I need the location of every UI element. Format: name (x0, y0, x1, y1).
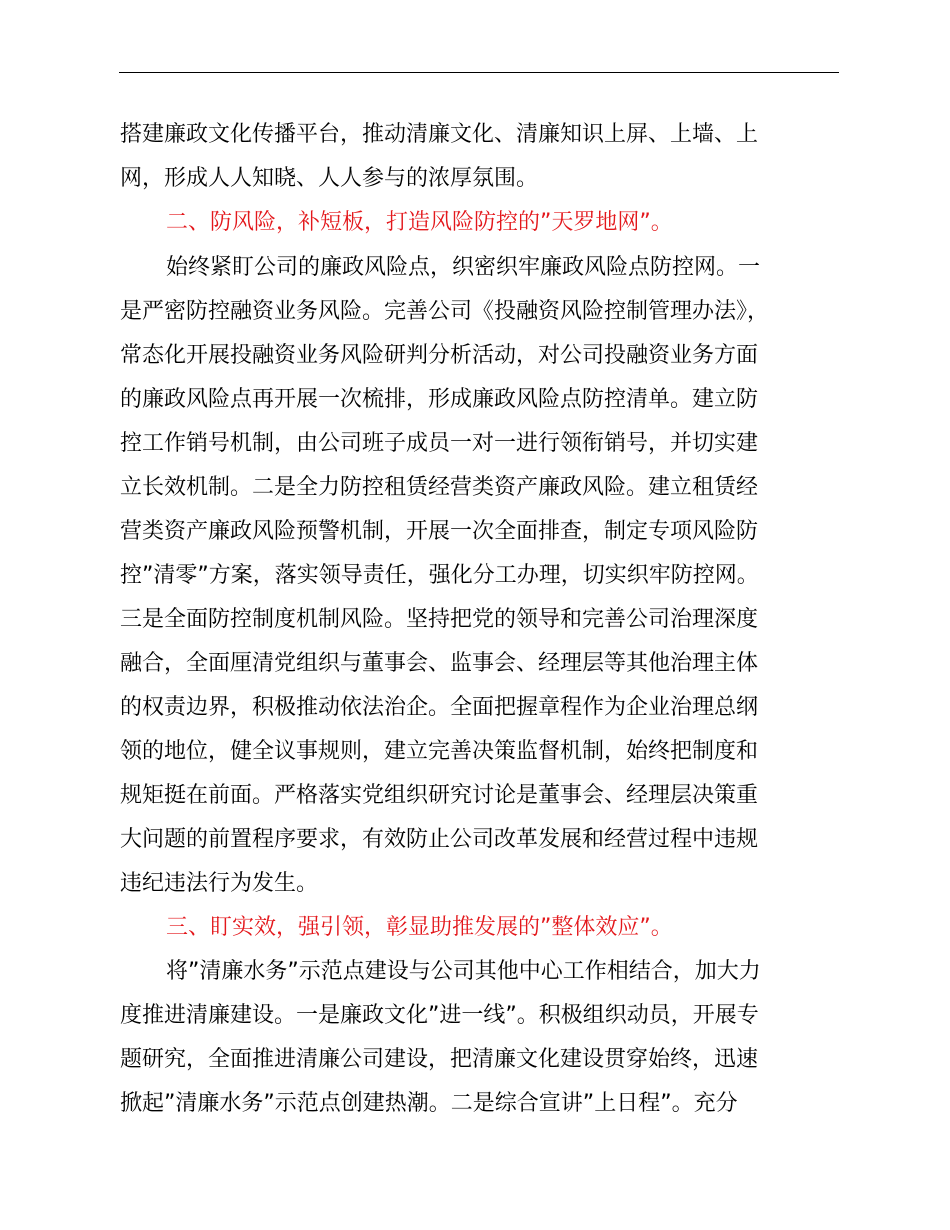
section-heading-2: 二、防风险，补短板，打造风险防控的”天罗地网”。 (166, 210, 673, 235)
body-line: 将”清廉水务”示范点建设与公司其他中心工作相结合，加大力 (166, 959, 761, 984)
body-line: 控工作销号机制，由公司班子成员一对一进行领衔销号，并切实建 (120, 431, 759, 456)
body-line: 搭建廉政文化传播平台，推动清廉文化、清廉知识上屏、上墙、上 (120, 122, 759, 147)
body-line: 始终紧盯公司的廉政风险点，织密织牢廉政风险点防控网。一 (166, 255, 761, 280)
body-line: 题研究，全面推进清廉公司建设，把清廉文化建设贯穿始终，迅速 (120, 1047, 759, 1072)
body-line: 立长效机制。二是全力防控租赁经营类资产廉政风险。建立租赁经 (120, 475, 759, 500)
body-line: 融合，全面厘清党组织与董事会、监事会、经理层等其他治理主体 (120, 651, 759, 676)
header-rule (119, 72, 839, 73)
body-line: 违纪违法行为发生。 (120, 871, 319, 896)
body-line: 常态化开展投融资业务风险研判分析活动，对公司投融资业务方面 (120, 343, 759, 368)
body-line: 度推进清廉建设。一是廉政文化”进一线”。积极组织动员，开展专 (120, 1003, 759, 1028)
body-line: 营类资产廉政风险预警机制，开展一次全面排查，制定专项风险防 (120, 519, 759, 544)
body-line: 是严密防控融资业务风险。完善公司《投融资风险控制管理办法》， (120, 299, 770, 324)
body-line: 三是全面防控制度机制风险。坚持把党的领导和完善公司治理深度 (120, 607, 759, 632)
body-line: 控”清零”方案，落实领导责任，强化分工办理，切实织牢防控网。 (120, 563, 759, 588)
body-line: 规矩挺在前面。严格落实党组织研究讨论是董事会、经理层决策重 (120, 783, 759, 808)
body-line: 大问题的前置程序要求，有效防止公司改革发展和经营过程中违规 (120, 827, 759, 852)
body-line: 掀起”清廉水务”示范点创建热潮。二是综合宣讲”上日程”。充分 (120, 1091, 738, 1116)
section-heading-3: 三、盯实效，强引领，彰显助推发展的”整体效应”。 (166, 915, 673, 940)
body-line: 的廉政风险点再开展一次梳排，形成廉政风险点防控清单。建立防 (120, 387, 759, 412)
body-line: 领的地位，健全议事规则，建立完善决策监督机制，始终把制度和 (120, 739, 759, 764)
body-line: 的权责边界，积极推动依法治企。全面把握章程作为企业治理总纲 (120, 695, 759, 720)
body-line: 网，形成人人知晓、人人参与的浓厚氛围。 (120, 166, 539, 191)
